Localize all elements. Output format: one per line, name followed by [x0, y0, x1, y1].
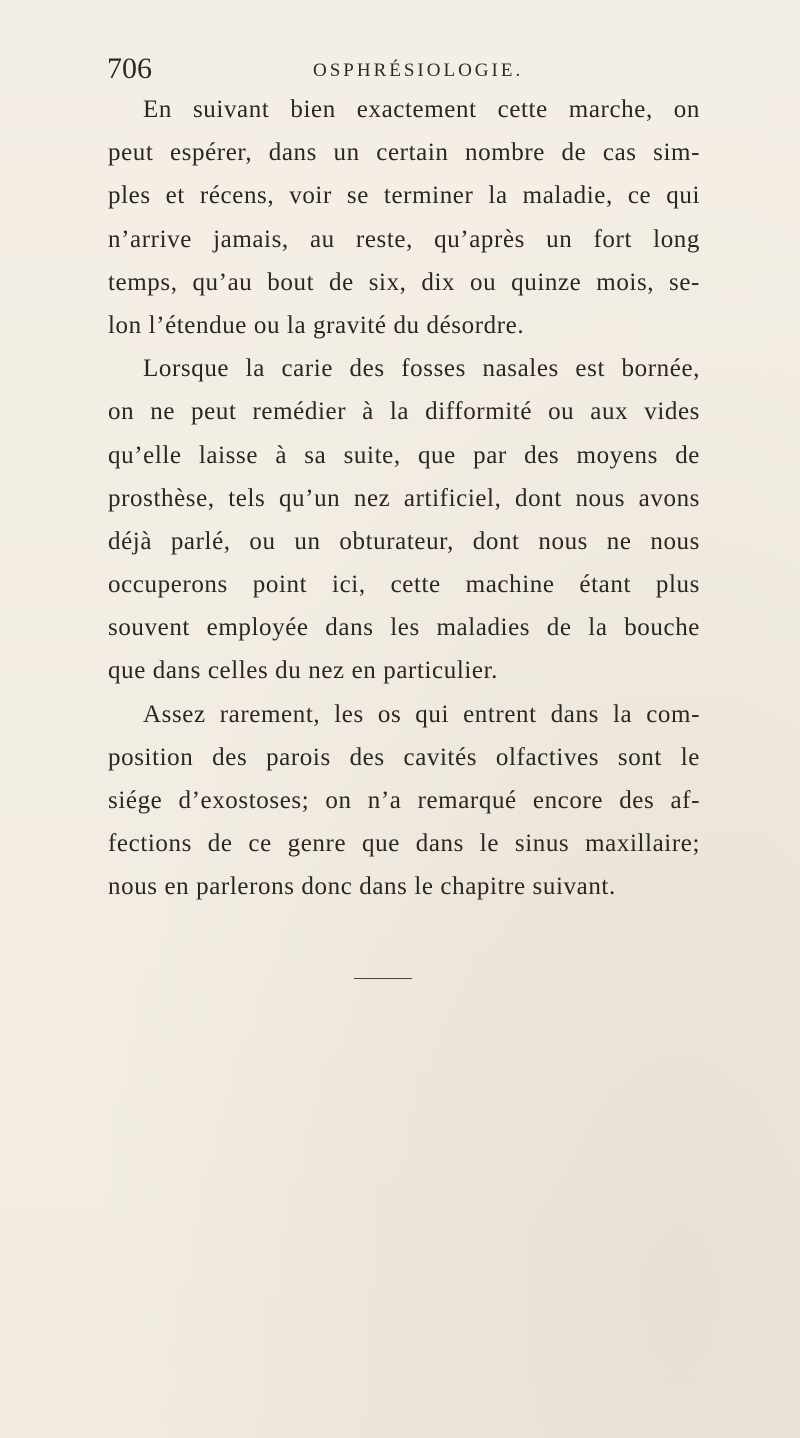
paragraph-2 [108, 347, 700, 693]
text-line: nous en parlerons donc dans le chapitre suivant. [108, 873, 616, 901]
text-line: qu’elle laisse à sa suite, que par des moyens de [108, 441, 700, 469]
text-line: temps, qu’au bout de six, dix ou quinze mois, se- [108, 268, 700, 296]
text-line: n’arrive jamais, au reste, qu’après un fort long [108, 225, 700, 253]
text-line: peut espérer, dans un certain nombre de cas sim- [108, 139, 700, 167]
text-line: occuperons point ici, cette machine étant plus [108, 571, 700, 599]
text-line: on ne peut remédier à la difformité ou aux vides [108, 398, 700, 426]
text-line: lon l’étendue ou la gravité du désordre. [108, 311, 525, 339]
text-line: fections de ce genre que dans le sinus maxillaire; [108, 830, 700, 858]
text-line: Lorsque la carie des fosses nasales est bornée, [143, 355, 700, 383]
page-header [107, 52, 707, 88]
text-line: Assez rarement, les os qui entrent dans la com- [143, 700, 700, 728]
paragraph-3 [108, 693, 700, 909]
text-line: que dans celles du nez en particulier. [108, 657, 499, 685]
text-line: prosthèse, tels qu’un nez artificiel, dont nous avons [108, 484, 700, 512]
text-line: siége d’exostoses; on n’a remarqué encore des af- [108, 787, 700, 814]
body-text [108, 88, 700, 909]
text-line: déjà parlé, ou un obturateur, dont nous ne nous [108, 527, 700, 555]
paragraph-1 [108, 88, 700, 347]
running-title: OSPHRÉSIOLOGIE. [313, 60, 524, 81]
section-divider [354, 978, 412, 979]
text-line: souvent employée dans les maladies de la bouche [108, 614, 700, 642]
text-line: ples et récens, voir se terminer la maladie, ce qui [108, 182, 700, 210]
text-line: position des parois des cavités olfactives sont le [108, 743, 700, 771]
text-line: En suivant bien exactement cette marche, on [143, 96, 700, 123]
page-number: 706 [107, 52, 152, 85]
